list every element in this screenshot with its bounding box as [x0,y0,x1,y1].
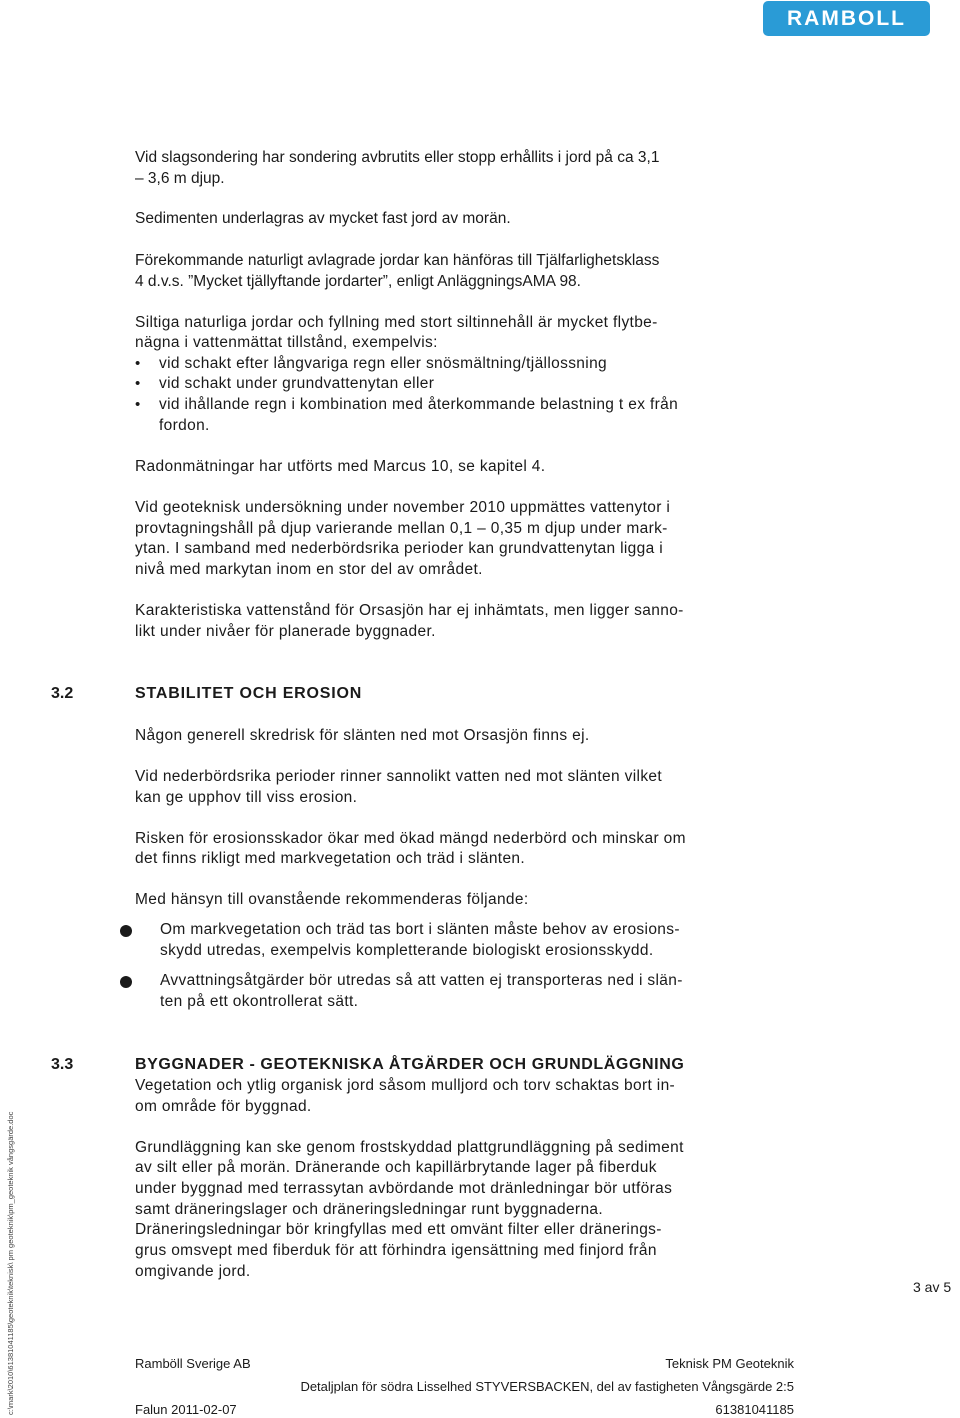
bullet-dot: • [135,355,141,372]
s32-bullet-2-line2: ten på ett okontrollerat sätt. [160,993,359,1010]
bullet-dot: • [135,396,141,413]
section-3-2-number: 3.2 [51,685,74,702]
bullet-dot [120,976,132,988]
footer-project-number: 61381041185 [715,1402,794,1417]
s32-p2-line2: kan ge upphov till viss erosion. [135,789,358,806]
s32-p1: Någon generell skredrisk för slänten ned mot Orsasjön finns ej. [135,727,590,744]
intro-p1-line1: Vid slagsondering har sondering avbrutits eller stopp erhållits i jord på ca 3,1 [135,149,660,166]
bullet-dot: • [135,375,141,392]
intro-p6-line4: nivå med markytan inom en stor del av området. [135,561,483,578]
intro-p4-line2: nägna i vattenmättat tillstånd, exempelvis: [135,334,438,351]
intro-p7-line1: Karakteristiska vattenstånd för Orsasjön har ej inhämtats, men ligger sanno- [135,602,684,619]
s33-p2-line7: omgivande jord. [135,1263,251,1280]
footer-company: Ramböll Sverige AB [135,1356,251,1371]
s32-bullet-2-line1: Avvattningsåtgärder bör utredas så att vatten ej transporteras ned i slän- [160,972,683,989]
intro-p6-line2: provtagningshåll på djup varierande mellan 0,1 – 0,35 m djup under mark- [135,520,668,537]
intro-bullet-3-line2: fordon. [159,417,210,434]
s32-bullet-1-line2: skydd utredas, exempelvis kompletterande biologiskt erosionsskydd. [160,942,654,959]
s33-p2-line3: under byggnad med terrassytan avbördande mot dränledningar bör utföras [135,1180,673,1197]
intro-p4-line1: Siltiga naturliga jordar och fyllning med stort siltinnehåll är mycket flytbe- [135,314,658,331]
intro-p2: Sedimenten underlagras av mycket fast jord av morän. [135,210,511,227]
s33-p2-line4: samt dräneringslager och dräneringsledningar runt byggnaderna. [135,1201,604,1218]
s32-p3-line1: Risken för erosionsskador ökar med ökad mängd nederbörd och minskar om [135,830,686,847]
intro-p1-line2: – 3,6 m djup. [135,170,225,187]
s32-bullet-1-line1: Om markvegetation och träd tas bort i slänten måste behov av erosions- [160,921,680,938]
s33-p2-line5: Dräneringsledningar bör kringfyllas med ett omvänt filter eller dränerings- [135,1221,662,1238]
intro-p6-line1: Vid geoteknisk undersökning under november 2010 uppmättes vattenytor i [135,499,671,516]
section-3-3-title: BYGGNADER - GEOTEKNISKA ÅTGÄRDER OCH GRUNDLÄGGNING [135,1056,685,1073]
intro-p7-line2: likt under nivåer för planerade byggnader. [135,623,436,640]
s32-p4: Med hänsyn till ovanstående rekommenderas följande: [135,891,529,908]
bullet-dot [120,925,132,937]
intro-p6-line3: ytan. I samband med nederbördsrika perioder kan grundvattenytan ligga i [135,540,664,557]
footer-project: Detaljplan för södra Lisselhed STYVERSBACKEN, del av fastigheten Vångsgärde 2:5 [300,1379,794,1394]
section-3-2-title: STABILITET OCH EROSION [135,685,363,702]
s33-p2-line2: av silt eller på morän. Dränerande och kapillärbrytande lager på fiberduk [135,1159,657,1176]
s32-p2-line1: Vid nederbördsrika perioder rinner sannolikt vatten ned mot slänten vilket [135,768,663,785]
page-number: 3 av 5 [913,1279,952,1295]
intro-bullet-2: vid schakt under grundvattenytan eller [159,375,435,392]
s33-p1-line2: om område för byggnad. [135,1098,312,1115]
intro-p5: Radonmätningar har utförts med Marcus 10, se kapitel 4. [135,458,546,475]
footer-place-date: Falun 2011-02-07 [135,1402,237,1417]
intro-p3-line2: 4 d.v.s. ”Mycket tjällyftande jordarter”, enligt AnläggningsAMA 98. [135,273,581,290]
s33-p2-line1: Grundläggning kan ske genom frostskyddad plattgrundläggning på sediment [135,1139,684,1156]
side-file-path: c:\mark\2010\61381041185\geoteknik\teknisk\ pm geoteknik\pm_geoteknik vångsgärde.doc [6,1111,15,1415]
s32-p3-line2: det finns rikligt med markvegetation och träd i slänten. [135,850,526,867]
intro-bullet-3-line1: vid ihållande regn i kombination med återkommande belastning t ex från [159,396,679,413]
section-3-3-number: 3.3 [51,1056,74,1073]
footer-doc-type: Teknisk PM Geoteknik [665,1356,794,1371]
intro-p3-line1: Förekommande naturligt avlagrade jordar kan hänföras till Tjälfarlighetsklass [135,252,660,269]
intro-bullet-1: vid schakt efter långvariga regn eller snösmältning/tjällossning [159,355,608,372]
s33-p1-line1: Vegetation och ytlig organisk jord såsom mulljord och torv schaktas bort in- [135,1077,676,1094]
s33-p2-line6: grus omsvept med fiberduk för att förhindra igensättning med finjord från [135,1242,657,1259]
ramboll-logo: RAMBOLL [763,1,930,36]
